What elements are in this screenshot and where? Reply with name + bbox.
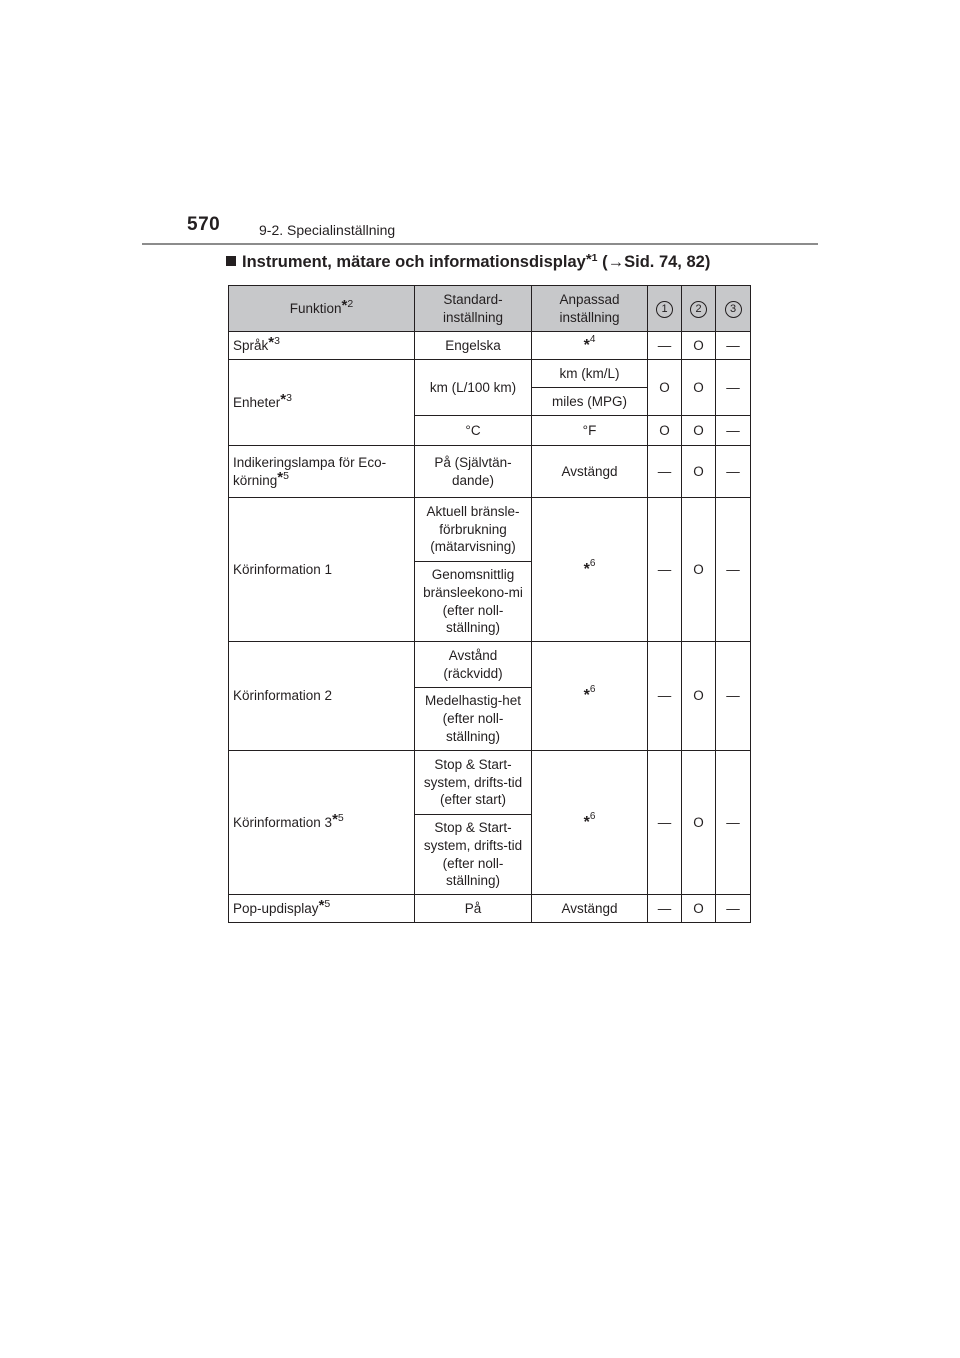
circled-1-icon: 1 [656,301,673,318]
header-function: Funktion$^{*2}$ [229,286,415,332]
row-col3: — [716,416,751,446]
running-head: 9-2. Specialinställning [259,222,396,238]
row-default: Engelska [415,332,532,360]
row-function: Körinformation 1 [229,498,415,642]
row-default: På (Självtän-dande) [415,446,532,498]
row-function: Pop-updisplay$^{*5}$ [229,895,415,923]
header-col-2 [682,286,716,332]
row-col3: — [716,360,751,416]
table-row [229,446,751,498]
arrow-right-icon: → [607,253,625,271]
row-default: °C [415,416,532,446]
row-default: km (L/100 km) [415,360,532,416]
row-col1: — [648,498,682,642]
row-col1: — [648,895,682,923]
row-default: Stop & Start-system, drifts-tid (efter start) [415,751,532,815]
row-default: Avstånd (räckvidd) [415,642,532,688]
table-row [229,332,751,360]
circled-3-icon: 3 [725,301,742,318]
row-col2: O [682,751,716,895]
row-col2: O [682,360,716,416]
row-function: Enheter$^{*3}$ [229,360,415,446]
table-row [229,498,751,562]
circled-2-icon: 2 [690,301,707,318]
table-row [229,751,751,815]
header-default-setting: Standard-inställning [415,286,532,332]
row-default: På [415,895,532,923]
row-col2: O [682,416,716,446]
table-row [229,895,751,923]
row-custom: km (km/L) [532,360,648,388]
row-default: Stop & Start-system, drifts-tid (efter noll-ställning) [415,815,532,895]
settings-table [228,285,751,923]
row-function: Körinformation 2 [229,642,415,751]
row-col2: O [682,446,716,498]
row-function: Indikeringslampa för Eco-körning$^{*5}$ [229,446,415,498]
row-function: Språk$^{*3}$ [229,332,415,360]
row-col1: O [648,416,682,446]
header-divider [142,243,818,245]
table-header-row [229,286,751,332]
table-row [229,360,751,388]
row-col3: — [716,332,751,360]
table-row [229,642,751,688]
section-title: Instrument, mätare och informationsdisplay [242,253,586,271]
page-number: 570 [187,214,221,235]
row-col2: O [682,895,716,923]
row-col1: — [648,332,682,360]
row-custom: Avstängd [532,446,648,498]
row-col1: — [648,642,682,751]
section-title-ref: 1 [591,252,598,264]
header-col-1 [648,286,682,332]
row-col1: O [648,360,682,416]
row-col2: O [682,332,716,360]
row-col2: O [682,642,716,751]
row-col3: — [716,498,751,642]
row-col2: O [682,498,716,642]
row-custom: Avstängd [532,895,648,923]
row-col3: — [716,446,751,498]
row-custom: *$^6$ [532,642,648,751]
row-col3: — [716,642,751,751]
row-custom: °F [532,416,648,446]
page-reference[interactable]: Sid. 74, 82 [624,253,705,271]
row-function: Körinformation 3$^{*5}$ [229,751,415,895]
row-col1: — [648,751,682,895]
row-default: Medelhastig-het (efter noll-ställning) [415,688,532,751]
row-default: Aktuell bränsle-förbrukning (mätarvisning) [415,498,532,562]
row-custom: *$^6$ [532,498,648,642]
row-custom: *$^6$ [532,751,648,895]
header-col-3 [716,286,751,332]
row-col3: — [716,751,751,895]
row-col3: — [716,895,751,923]
row-custom: *$^4$ [532,332,648,360]
section-heading: Instrument, mätare och informationsdisplay$^{*1}$ (→Sid. 74, 82) [226,253,710,272]
header-custom-setting: Anpassad inställning [532,286,648,332]
row-default: Genomsnittlig bränsleekono-mi (efter noll-ställning) [415,562,532,642]
square-bullet-icon [226,256,236,266]
row-custom: miles (MPG) [532,388,648,416]
row-col1: — [648,446,682,498]
